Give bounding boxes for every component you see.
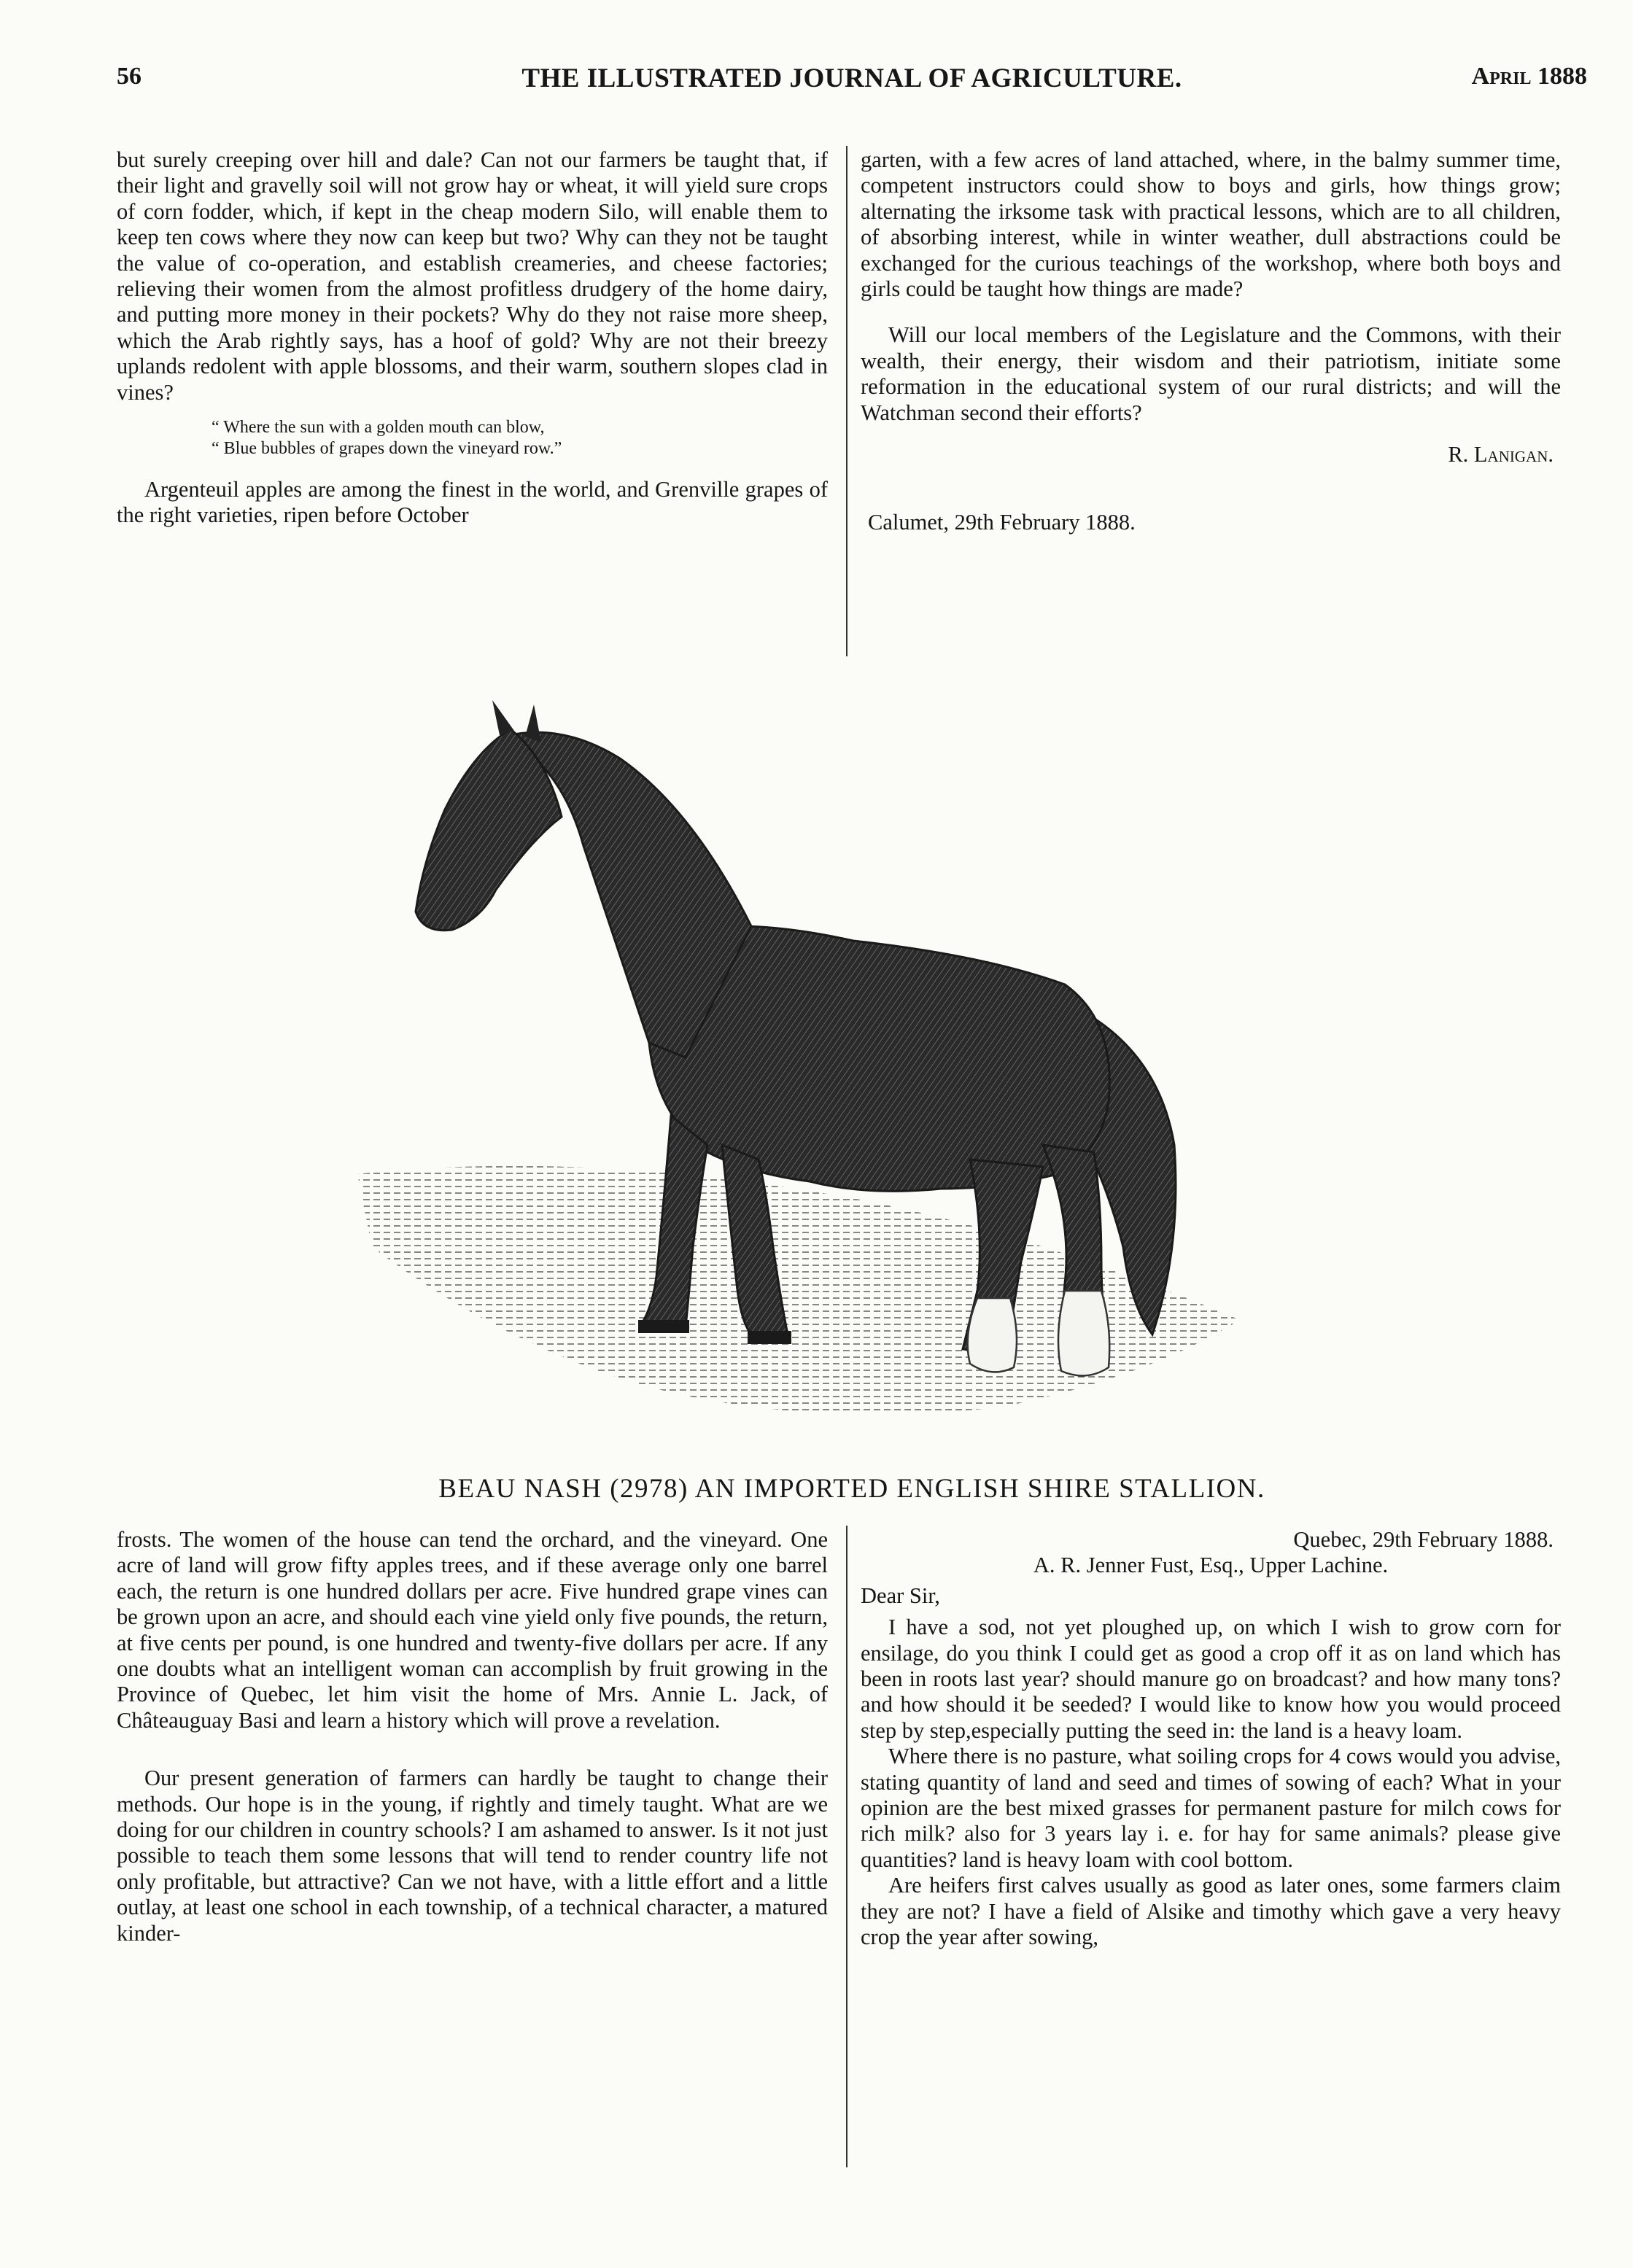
column-top-right bbox=[861, 147, 1561, 536]
journal-title: THE ILLUSTRATED JOURNAL OF AGRICULTURE. bbox=[521, 63, 1182, 93]
column-divider bbox=[846, 146, 847, 656]
paragraph: Where there is no pasture, what soiling crops for 4 cows would you advise, stating quantity of land and seed and times of sowing of each? What in your opinion are the best mixed grasses for permanent pasture for milch cows for rich milk? also for 3 years lay i. e. for hay for same animals? please give quantities? land is heavy loam with cool bottom. bbox=[861, 1744, 1561, 1872]
column-divider bbox=[846, 1526, 847, 2167]
paragraph: I have a sod, not yet ploughed up, on which I wish to grow corn for ensilage, do you think I could get as good a crop off it as on land which has been in roots last year? should manure go on broadcast? and how many tons? and how should it be seeded? I would like to know how you would proceed step by step,especially putting the seed in: the land is a heavy loam. bbox=[861, 1615, 1561, 1743]
page-number: 56 bbox=[117, 63, 141, 90]
verse-line: “ Blue bubbles of grapes down the vineyard row.” bbox=[212, 439, 562, 459]
page-header bbox=[117, 63, 1587, 121]
author-signature: R. Lanigan. bbox=[1448, 442, 1554, 467]
verse-quote bbox=[212, 417, 828, 459]
paragraph: Our present generation of farmers can hardly be taught to change their methods. Our hope is in the young, if rightly and timely taught. What are we doing for our children in country schools? I am ashamed to answer. Is it not just possible to teach them some lessons that will tend to render country life not only profitable, but attractive? Can we not have, with a little effort and a little outlay, at least one school in each township, of a technical character, a matured kinder- bbox=[117, 1766, 828, 1946]
place-date: Calumet, 29th February 1888. bbox=[868, 510, 1136, 535]
letter-addressee: A. R. Jenner Fust, Esq., Upper Lachine. bbox=[1033, 1553, 1389, 1578]
letter-salutation: Dear Sir, bbox=[861, 1582, 940, 1608]
issue-date: April 1888 bbox=[1471, 63, 1587, 90]
column-bottom-right bbox=[861, 1527, 1561, 1951]
paragraph: Argenteuil apples are among the finest in the world, and Grenville grapes of the right varieties, ripen before October bbox=[117, 477, 828, 528]
letter-dateline: Quebec, 29th February 1888. bbox=[1293, 1527, 1554, 1552]
paragraph: frosts. The women of the house can tend the orchard, and the vineyard. One acre of land will grow fifty apples trees, and if these average only one barrel each, the return is one hundred dollars per acre. Five hundred grape vines can be grown upon an acre, and should each vine yield only five pounds, the return, at five cents per pound, is one hundred and twenty-five dollars per acre. If any one doubts what an intelligent woman can accomplish by fruit growing in the Province of Quebec, let him visit the home of Mrs. Annie L. Jack, of Châteauguay Basi and learn a history which will prove a revelation. bbox=[117, 1527, 828, 1733]
paragraph: garten, with a few acres of land attached, where, in the balmy summer time, competent instructors could show to boys and girls, how things grow; alternating the irksome task with practical lessons, which are to all children, of absorbing interest, while in winter weather, dull abstractions could be exchanged for the curious teachings of the workshop, where both boys and girls could be taught how things are made? bbox=[861, 147, 1561, 302]
paragraph: Are heifers first calves usually as good as later ones, some farmers claim they are not? I have a field of Alsike and timothy which gave a very heavy crop the year after sowing, bbox=[861, 1873, 1561, 1950]
figure-caption: BEAU NASH (2978) AN IMPORTED ENGLISH SHIRE STALLION. bbox=[438, 1474, 1265, 1504]
column-top-left bbox=[117, 147, 828, 529]
paragraph: Will our local members of the Legislature and the Commons, with their wealth, their energy, their wisdom and their patriotism, initiate some reformation in the educational system of our rural districts; and will the Watchman second their efforts? bbox=[861, 322, 1561, 425]
shire-stallion-illustration bbox=[343, 678, 1320, 1466]
verse-line: “ Where the sun with a golden mouth can blow, bbox=[212, 418, 545, 438]
column-bottom-left bbox=[117, 1527, 828, 1946]
paragraph: but surely creeping over hill and dale? Can not our farmers be taught that, if their light and gravelly soil will not grow hay or wheat, it will yield sure crops of corn fodder, which, if kept in the cheap modern Silo, will enable them to keep ten cows where they now can keep but two? Why can they not be taught the value of co-operation, and establish creameries, and cheese factories; relieving their women from the almost profitless drudgery of the home dairy, and putting more money in their pockets? Why do they not raise more sheep, which the Arab rightly says, has a hoof of gold? Why are not their breezy uplands redolent with apple blossoms, and their warm, southern slopes clad in vines? bbox=[117, 147, 828, 405]
